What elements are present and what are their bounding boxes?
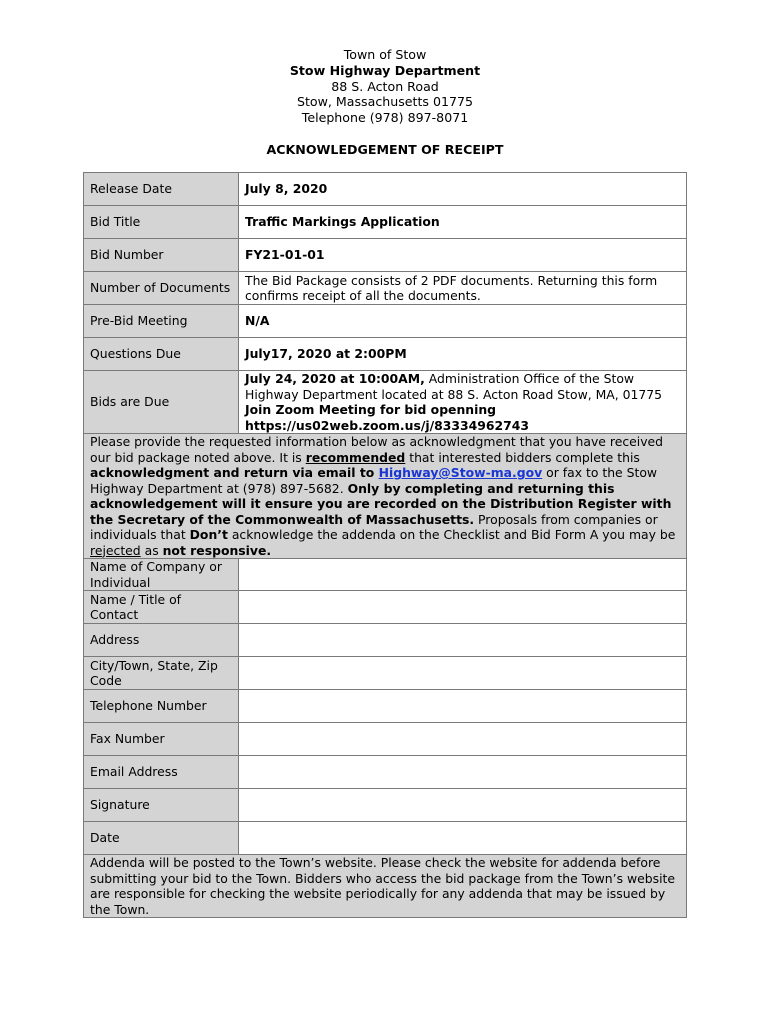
city-state-zip: Stow, Massachusetts 01775	[296, 94, 474, 110]
row-email	[84, 756, 687, 789]
street-address: 88 S. Acton Road	[331, 78, 439, 94]
row-address	[84, 624, 687, 657]
telephone: Telephone (978) 897-8071	[301, 110, 469, 126]
release-date-label: Release Date	[84, 173, 239, 206]
letterhead	[0, 47, 770, 126]
bids-due-label: Bids are Due	[84, 371, 239, 434]
return-via-email-emphasis: acknowledgment and return via email to	[90, 465, 379, 480]
instructions-part: acknowledge the addenda on the Checklist and Bid Form A you may be	[227, 527, 676, 542]
bid-number-value: FY21-01-01	[239, 239, 687, 272]
row-contact	[84, 591, 687, 624]
email-field[interactable]	[239, 756, 687, 789]
contact-field[interactable]	[239, 591, 687, 624]
row-bid-number	[84, 239, 687, 272]
row-bids-due	[84, 371, 687, 434]
document-title: ACKNOWLEDGEMENT OF RECEIPT	[266, 142, 504, 157]
zoom-meeting-url[interactable]: https://us02web.zoom.us/j/83334962743	[245, 417, 529, 433]
bid-number-label: Bid Number	[84, 239, 239, 272]
number-of-documents-label: Number of Documents	[84, 272, 239, 305]
release-date-value: July 8, 2020	[239, 173, 687, 206]
number-of-documents-value: The Bid Package consists of 2 PDF documents. Returning this form confirms receipt of all the documents.	[239, 272, 687, 305]
questions-due-value: July17, 2020 at 2:00PM	[239, 338, 687, 371]
row-bid-title	[84, 206, 687, 239]
instructions-part: Proposals from companies or individuals that	[90, 511, 658, 542]
row-company	[84, 559, 687, 591]
bids-due-date: July 24, 2020 at 10:00AM,	[245, 371, 425, 386]
row-date	[84, 822, 687, 855]
town-name: Town of Stow	[343, 47, 427, 62]
questions-due-label: Questions Due	[84, 338, 239, 371]
row-fax	[84, 723, 687, 756]
row-instructions	[84, 434, 687, 559]
not-responsive-emphasis: not responsive.	[162, 542, 272, 558]
row-release-date	[84, 173, 687, 206]
acknowledgement-form	[83, 172, 687, 918]
instructions-part: or fax to the Stow Highway Department at (978) 897-5682.	[90, 465, 658, 496]
company-label: Name of Company or Individual	[84, 559, 239, 591]
row-pre-bid-meeting	[84, 305, 687, 338]
instructions-text	[84, 434, 687, 559]
company-field[interactable]	[239, 559, 687, 591]
signature-field[interactable]	[239, 789, 687, 822]
row-signature	[84, 789, 687, 822]
row-addenda-notice	[84, 855, 687, 918]
city-label: City/Town, State, Zip Code	[84, 657, 239, 690]
bids-due-value	[239, 371, 687, 434]
address-field[interactable]	[239, 624, 687, 657]
city-field[interactable]	[239, 657, 687, 690]
addenda-notice: Addenda will be posted to the Town’s website. Please check the website for addenda before submitting your bid to the Town. Bidders who access the bid package from the Town’s website are responsible for checking the website periodically for any addenda that may be issued by the Town.	[84, 855, 687, 918]
telephone-field[interactable]	[239, 690, 687, 723]
row-city	[84, 657, 687, 690]
row-telephone	[84, 690, 687, 723]
address-label: Address	[84, 624, 239, 657]
instructions-part: as	[140, 542, 163, 558]
date-field[interactable]	[239, 822, 687, 855]
telephone-label: Telephone Number	[84, 690, 239, 723]
pre-bid-meeting-value: N/A	[239, 305, 687, 338]
fax-label: Fax Number	[84, 723, 239, 756]
email-link[interactable]: Highway@Stow-ma.gov	[378, 465, 543, 480]
row-questions-due	[84, 338, 687, 371]
pre-bid-meeting-label: Pre-Bid Meeting	[84, 305, 239, 338]
date-label: Date	[84, 822, 239, 855]
contact-label: Name / Title of Contact	[84, 591, 239, 624]
department-name: Stow Highway Department	[289, 62, 481, 78]
signature-label: Signature	[84, 789, 239, 822]
fax-field[interactable]	[239, 723, 687, 756]
zoom-meeting-line: Join Zoom Meeting for bid openning	[245, 402, 497, 417]
rejected-emphasis: rejected	[90, 542, 141, 558]
instructions-part: Please provide the requested information below as acknowledgment that you have received our bid package noted above. It is	[90, 434, 664, 465]
bid-title-value: Traffic Markings Application	[239, 206, 687, 239]
recommended-emphasis: recommended	[305, 449, 406, 465]
bids-due-location: Administration Office of the Stow Highway Department located at 88 S. Acton Road Stow, MA, 01775	[245, 371, 663, 402]
row-number-of-documents	[84, 272, 687, 305]
instructions-part: that interested bidders complete this	[405, 449, 640, 465]
bid-title-label: Bid Title	[84, 206, 239, 239]
email-label: Email Address	[84, 756, 239, 789]
dont-emphasis: Don’t	[189, 527, 228, 542]
distribution-register-emphasis: Only by completing and returning this acknowledgement will it ensure you are recorded on the Distribution Register with the Secretary of the Commonwealth of Massachusetts.	[90, 480, 672, 527]
